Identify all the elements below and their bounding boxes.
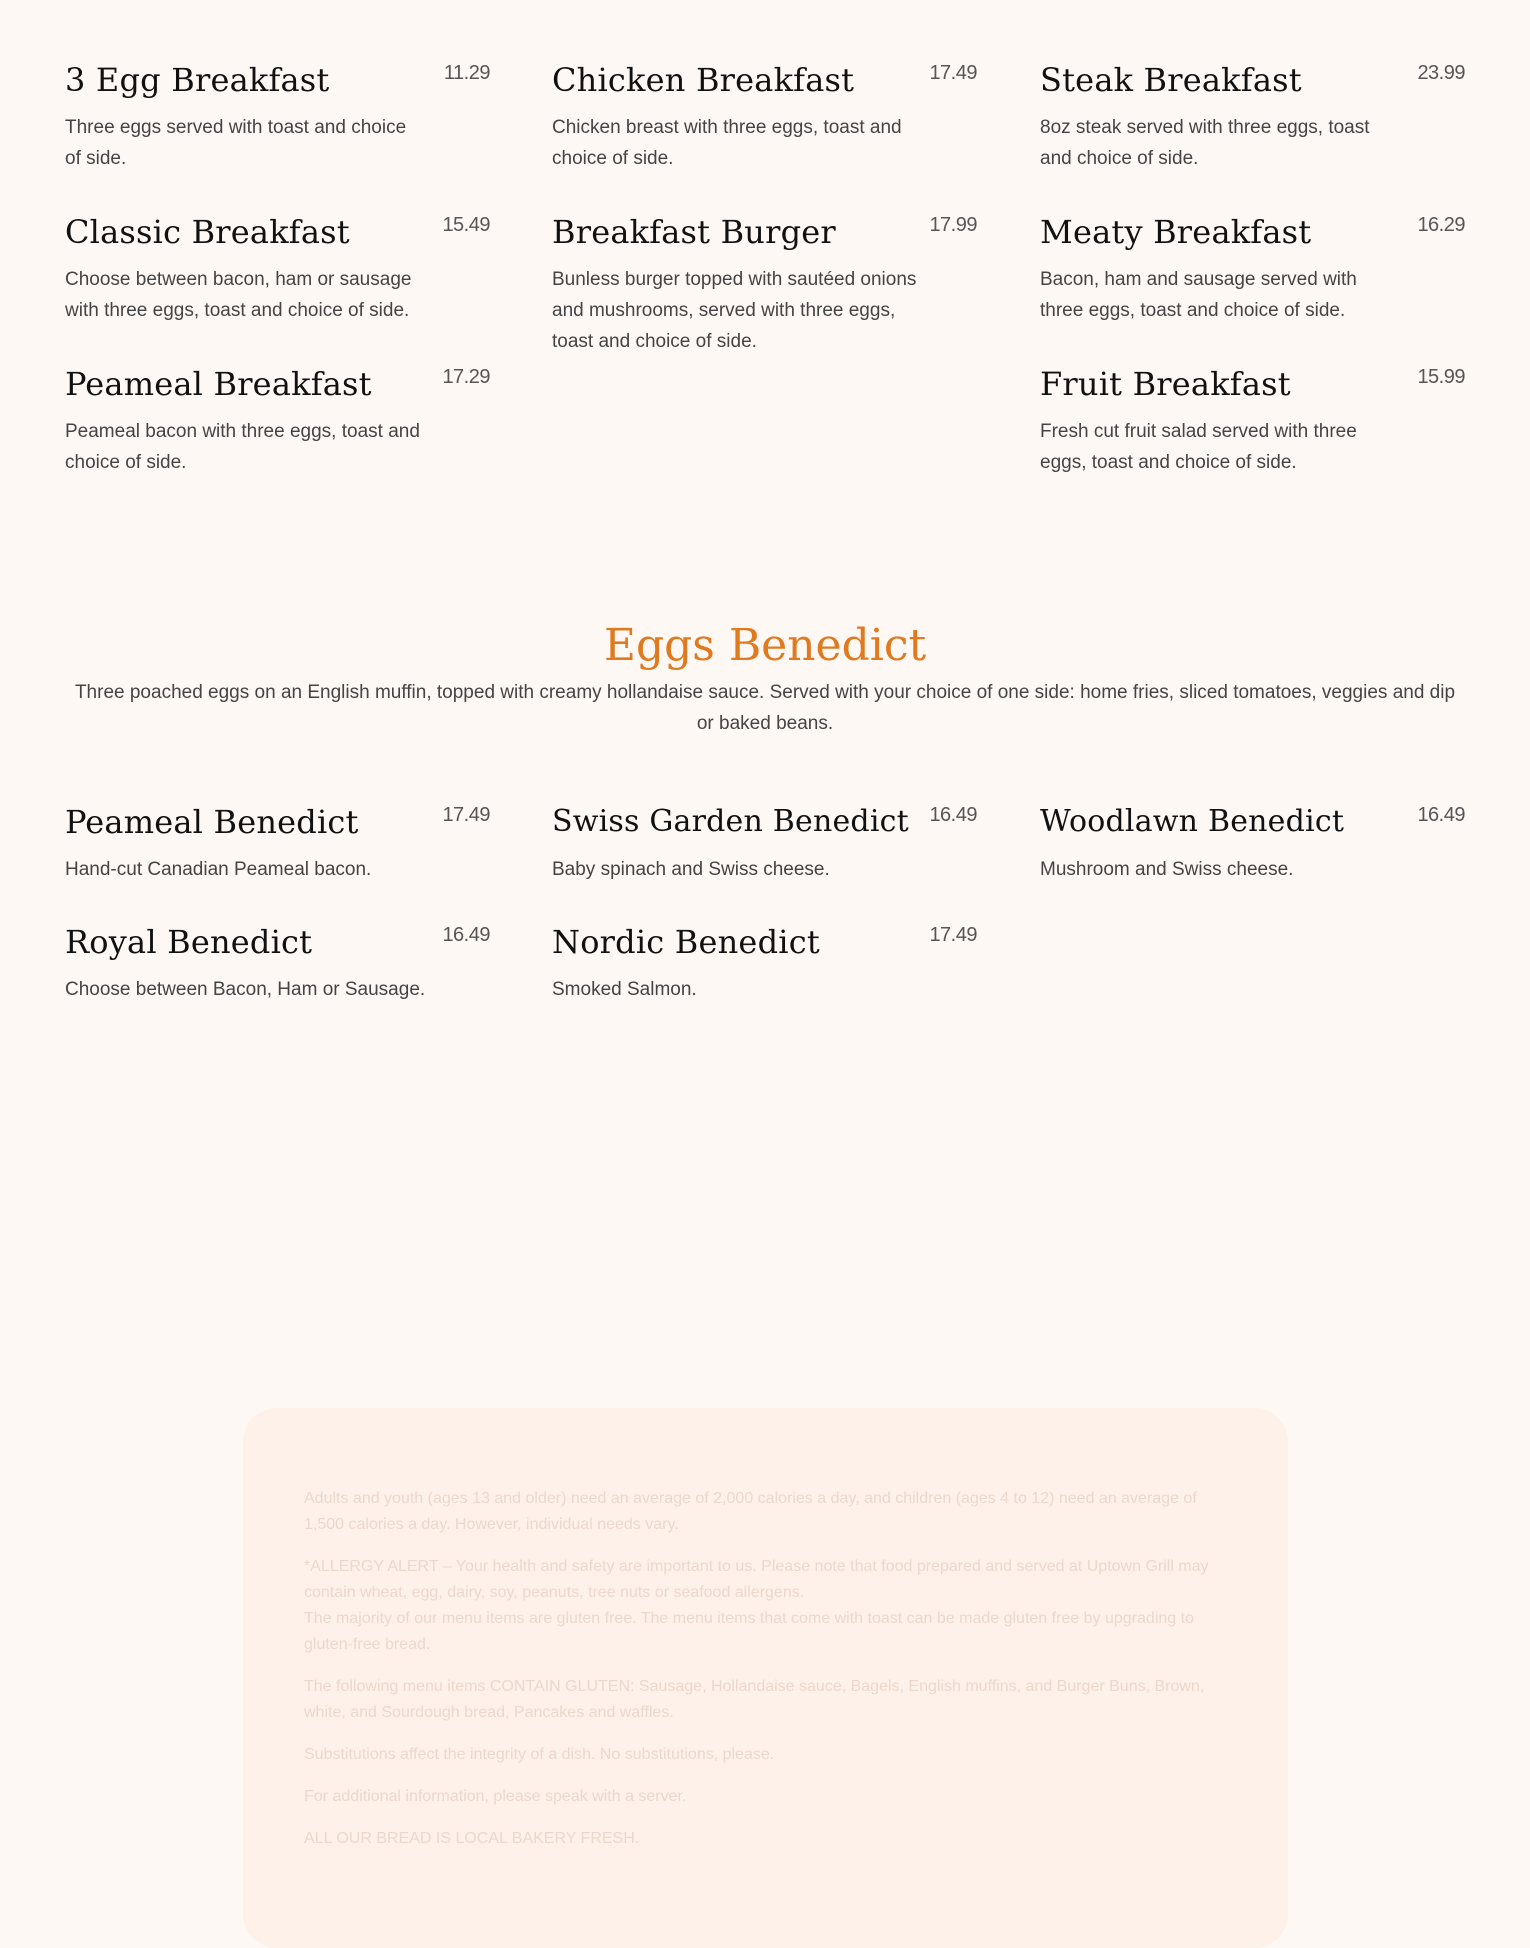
menu-item-name: Woodlawn Benedict bbox=[1040, 804, 1345, 839]
allergy-alert bbox=[304, 1554, 1214, 1658]
menu-item-name: Peameal Benedict bbox=[65, 803, 359, 841]
menu-item bbox=[1040, 362, 1465, 478]
menu-item-price: 17.99 bbox=[929, 214, 977, 236]
menu-item-name: Fruit Breakfast bbox=[1040, 365, 1291, 403]
menu-item-price: 23.99 bbox=[1417, 62, 1465, 84]
gluten-free-notice: The majority of our menu items are gluten free. The menu items that come with toast can be made gluten free by upgrading to gluten-free bread. bbox=[304, 1610, 1194, 1653]
more-info-notice: For additional information, please speak with a server. bbox=[304, 1788, 687, 1805]
menu-item bbox=[65, 58, 490, 174]
menu-item-header bbox=[65, 800, 490, 844]
menu-item bbox=[1040, 58, 1465, 174]
menu-item bbox=[65, 920, 490, 1005]
menu-item-name: Royal Benedict bbox=[65, 923, 313, 961]
menu-item-description: Peameal bacon with three eggs, toast and choice of side. bbox=[65, 421, 420, 473]
menu-item-header bbox=[65, 58, 490, 102]
menu-item-price: 17.49 bbox=[929, 62, 977, 84]
menu-item-name: Peameal Breakfast bbox=[65, 365, 372, 403]
menu-item-name: Meaty Breakfast bbox=[1040, 213, 1312, 251]
menu-item-price: 15.49 bbox=[442, 214, 490, 236]
menu-item-description: Choose between Bacon, Ham or Sausage. bbox=[65, 979, 426, 1000]
menu-item-price: 16.49 bbox=[442, 924, 490, 946]
menu-item-description: Smoked Salmon. bbox=[552, 979, 697, 1000]
menu-item-name: Swiss Garden Benedict bbox=[552, 804, 909, 839]
section-title: Eggs Benedict bbox=[603, 620, 927, 671]
menu-item-description: Three eggs served with toast and choice of side. bbox=[65, 117, 407, 169]
menu-item bbox=[65, 800, 490, 885]
menu-item-price: 11.29 bbox=[443, 62, 490, 84]
menu-item-header bbox=[1040, 362, 1465, 406]
menu-item-description: 8oz steak served with three eggs, toast and choice of side. bbox=[1040, 117, 1370, 169]
menu-item-name: Chicken Breakfast bbox=[552, 61, 855, 99]
menu-item-description: Fresh cut fruit salad served with three eggs, toast and choice of side. bbox=[1040, 421, 1357, 473]
menu-item-price: 16.49 bbox=[1417, 804, 1465, 826]
menu-item-price: 16.49 bbox=[929, 804, 977, 826]
menu-item-description: Hand-cut Canadian Peameal bacon. bbox=[65, 859, 372, 880]
menu-item-header bbox=[1040, 800, 1465, 844]
bread-notice: ALL OUR BREAD IS LOCAL BAKERY FRESH. bbox=[304, 1830, 640, 1847]
menu-item bbox=[552, 58, 977, 174]
allergy-alert-text: *ALLERGY ALERT – Your health and safety are important to us. Please note that food prepared and served at Uptown Grill may contain wheat, egg, dairy, soy, peanuts, tree nuts or seafood allergens. bbox=[304, 1558, 1209, 1601]
menu-item-name: Classic Breakfast bbox=[65, 213, 350, 251]
menu-item-name: Steak Breakfast bbox=[1040, 61, 1302, 99]
menu-item-header bbox=[552, 920, 977, 964]
menu-item bbox=[65, 362, 490, 478]
menu-item-name: Breakfast Burger bbox=[552, 213, 836, 251]
menu-item bbox=[552, 210, 977, 357]
menu-item bbox=[552, 920, 977, 1005]
menu-item-price: 17.49 bbox=[442, 804, 490, 826]
menu-item-price: 16.29 bbox=[1417, 214, 1465, 236]
nutrition-allergy-notice bbox=[243, 1408, 1288, 1948]
menu-item-description: Choose between bacon, ham or sausage with three eggs, toast and choice of side. bbox=[65, 269, 412, 321]
menu-item-header bbox=[1040, 58, 1465, 102]
menu-item-header bbox=[65, 210, 490, 254]
section-description: Three poached eggs on an English muffin, topped with creamy hollandaise sauce. Served with your choice of one side: home fries, sliced tomatoes, veggies and dip or baked beans. bbox=[74, 682, 1456, 734]
contains-gluten-notice: The following menu items CONTAIN GLUTEN: Sausage, Hollandaise sauce, Bagels, English muffins, and Burger Buns, Brown, white, and Sourdough bread, Pancakes and waffles. bbox=[304, 1678, 1205, 1721]
menu-item-price: 15.99 bbox=[1417, 366, 1465, 388]
menu-item-name: 3 Egg Breakfast bbox=[65, 61, 330, 99]
menu-item bbox=[1040, 800, 1465, 885]
menu-item-header bbox=[552, 800, 977, 844]
menu-item-price: 17.49 bbox=[929, 924, 977, 946]
notice-content bbox=[304, 1486, 1214, 1868]
menu-item-header bbox=[552, 210, 977, 254]
menu-item bbox=[1040, 210, 1465, 326]
menu-item-description: Bunless burger topped with sautéed onions and mushrooms, served with three eggs, toast and choice of side. bbox=[552, 269, 917, 352]
menu-item-price: 17.29 bbox=[442, 366, 490, 388]
menu-item-name: Nordic Benedict bbox=[552, 923, 820, 961]
menu-item-description: Baby spinach and Swiss cheese. bbox=[552, 859, 830, 880]
menu-item-description: Chicken breast with three eggs, toast and choice of side. bbox=[552, 117, 902, 169]
menu-item-description: Bacon, ham and sausage served with three eggs, toast and choice of side. bbox=[1040, 269, 1357, 321]
menu-item bbox=[65, 210, 490, 326]
calorie-notice: Adults and youth (ages 13 and older) need an average of 2,000 calories a day, and children (ages 4 to 12) need an average of 1,500 calories a day. However, individual needs vary. bbox=[304, 1490, 1197, 1533]
menu-item-header bbox=[552, 58, 977, 102]
menu-item-header bbox=[65, 362, 490, 406]
menu-item-description: Mushroom and Swiss cheese. bbox=[1040, 859, 1294, 880]
menu-item bbox=[552, 800, 977, 885]
menu-item-header bbox=[1040, 210, 1465, 254]
substitutions-notice: Substitutions affect the integrity of a dish. No substitutions, please. bbox=[304, 1746, 775, 1763]
menu-item-header bbox=[65, 920, 490, 964]
